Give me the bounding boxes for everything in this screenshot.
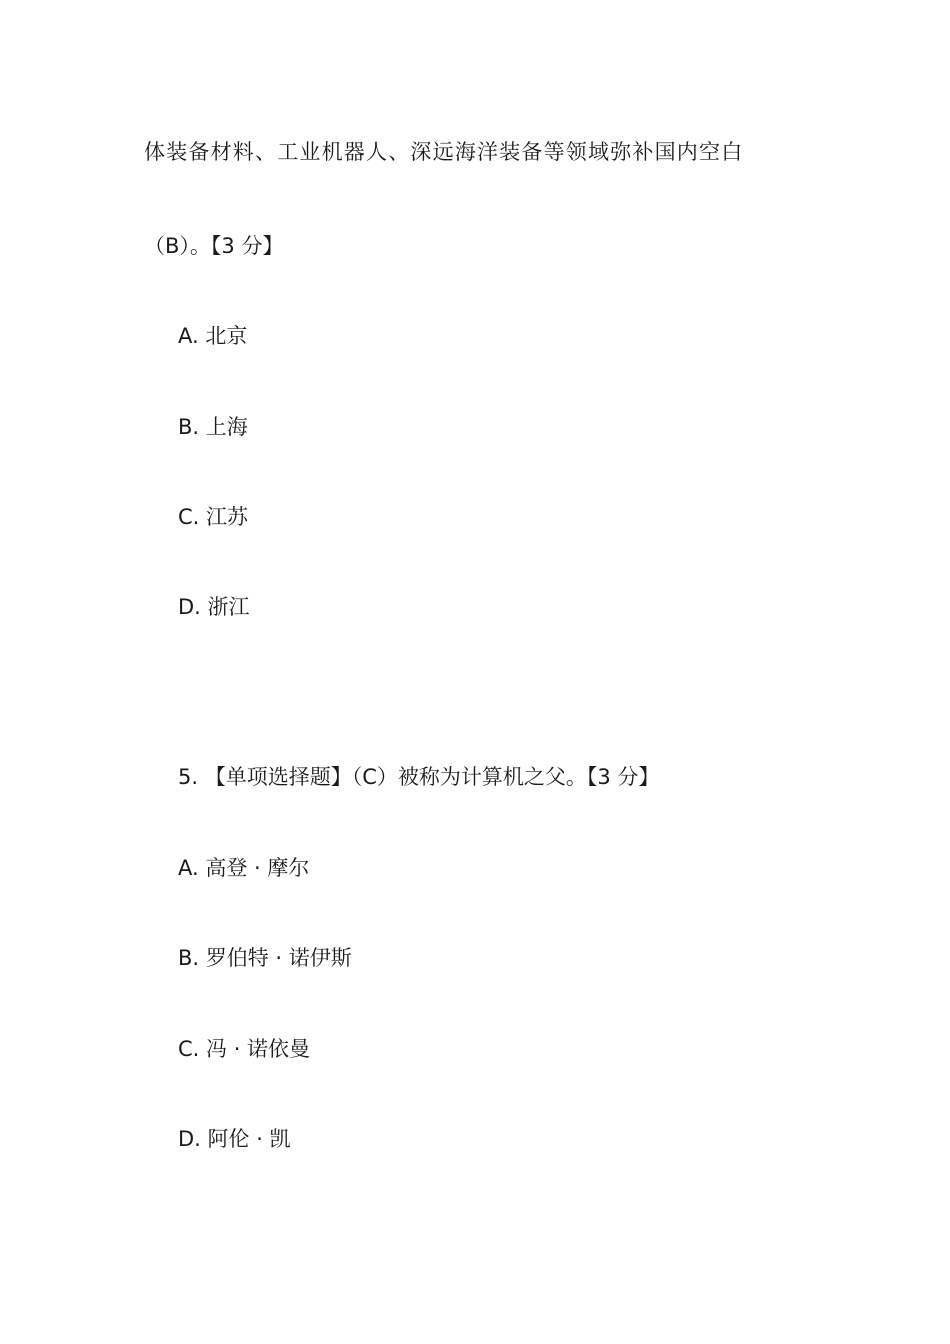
- question-5-option-a: A. 高登 · 摩尔: [178, 856, 310, 880]
- question-4-option-d: D. 浙江: [178, 595, 250, 619]
- question-5-option-d: D. 阿伦 · 凯: [178, 1127, 291, 1151]
- question-5-option-b: B. 罗伯特 · 诺伊斯: [178, 946, 352, 970]
- question-4-option-a: A. 北京: [178, 324, 248, 348]
- question-5-stem: 5. 【单项选择题】（C）被称为计算机之父。【3 分】: [178, 765, 660, 789]
- question-4-stem-continuation: 体装备材料、工业机器人、深远海洋装备等领域弥补国内空白: [144, 140, 744, 164]
- question-4-option-b: B. 上海: [178, 415, 248, 439]
- question-5-option-c: C. 冯 · 诺依曼: [178, 1037, 311, 1061]
- question-4-answer-line: （B）。【3 分】: [144, 234, 284, 258]
- question-4-option-c: C. 江苏: [178, 505, 249, 529]
